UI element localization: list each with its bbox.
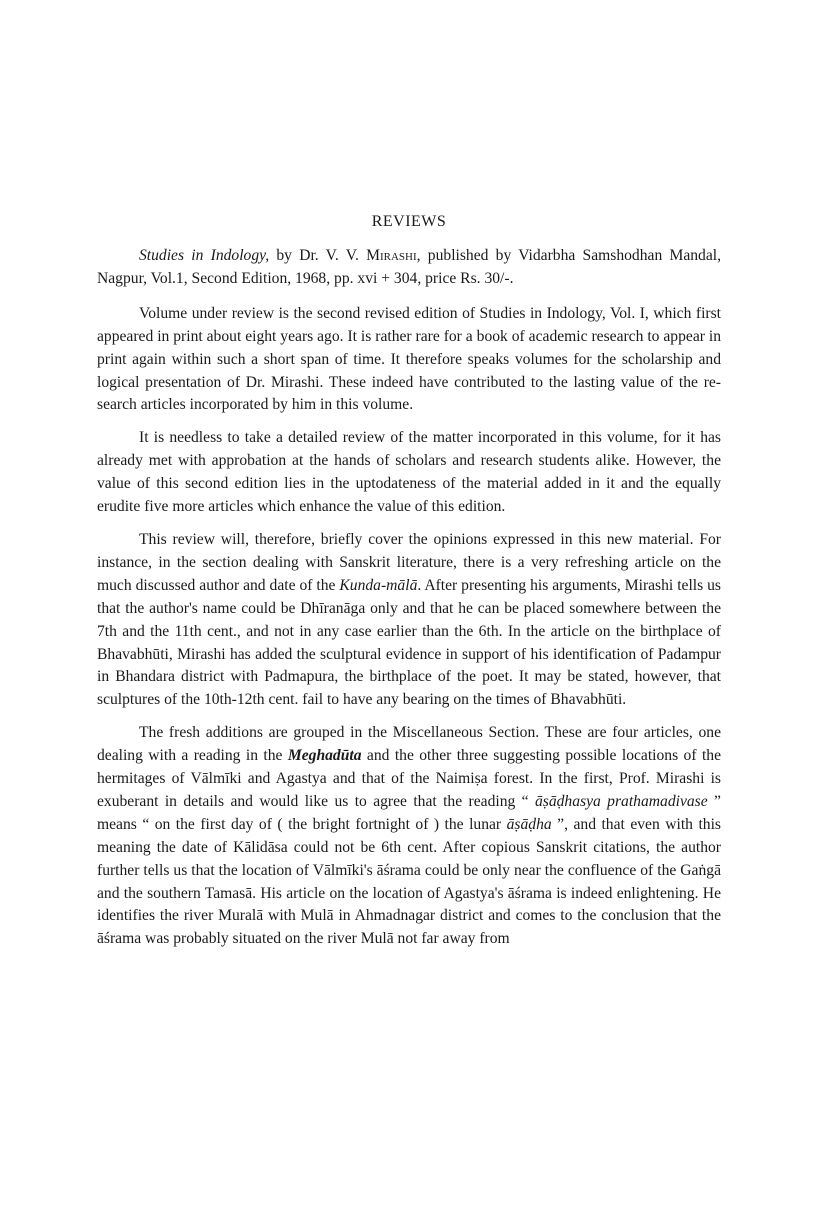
- paragraph-4-text-a: The fresh additions are grouped in the Miscellaneous Section. These are four articles, one dealing with a reading in the: [97, 724, 721, 765]
- paragraph-4: [97, 722, 721, 951]
- paragraph-3: [97, 529, 721, 712]
- paragraph-4-text-b: and the other three suggesting possible locations of the hermitages of Vālmīki and Agastya and that of the Naimiṣa forest. In the first, Prof. Mirashi is exuberant in details and would like us to agree that the reading “: [97, 747, 721, 810]
- citation-details: , published by Vidarbha Samshodhan Mandal, Nagpur, Vol.1, Second Edition, 1968, pp. xvi + 304, price Rs. 30/-.: [97, 247, 722, 287]
- paragraph-2: It is needless to take a detailed review of the matter incorporated in this volume, for it has already met with approbation at the hands of scholars and research students alike. However, the value of this second edition lies in the uptodateness of the material added in it and the equally erudite five more articles which enhance the value of this edition.: [97, 429, 721, 516]
- book-title: Studies in Indology,: [139, 247, 270, 264]
- sanskrit-reading: āṣāḍhasya prathamadivase: [534, 792, 708, 810]
- author-name: Mirashi: [366, 247, 417, 264]
- review-page: [97, 212, 721, 961]
- paragraph-1: Volume under review is the second revised edition of Studies in Indology, Vol. I, which first appeared in print about eight years ago. It is rather rare for a book of academic research to appear in print again within such a short span of time. It therefore speaks volumes for the scholarship and logical presentation of Dr. Mirashi. These indeed have contributed to the lasting value of the re-search articles incorporated by him in this volume.: [97, 304, 721, 414]
- book-citation: [97, 245, 721, 291]
- paragraph-4-text-d: ”, and that even with this meaning the date of Kālidāsa could not be 6th cent. After copious Sanskrit citations, the author further tells us that the location of Vālmīki's āśrama could be only near the confluence of the Gaṅgā and the southern Tamasā. His article on the location of Agastya's āśrama is indeed enlightening. He identifies the river Muralā with Mulā in Ahmadnagar district and comes to the conclusion that the āśrama was probably situated on the river Mulā not far away from: [97, 815, 721, 948]
- kundamala-title: Kunda-mālā: [339, 576, 418, 594]
- section-heading: REVIEWS: [371, 213, 447, 230]
- citation-by: by Dr. V. V.: [269, 247, 367, 264]
- paragraph-4-text-c: ” means “ on the first day of ( the bright fortnight of ) the lunar: [97, 792, 721, 833]
- asadha-term: āṣāḍha: [506, 815, 552, 833]
- paragraph-3-text-a: This review will, therefore, briefly cover the opinions expressed in this new material. For instance, in the section dealing with Sanskrit literature, there is a very refreshing article on the much discussed author and date of the: [97, 530, 721, 594]
- meghaduta-title: Meghadūta: [287, 747, 362, 765]
- paragraph-3-text-b: . After presenting his arguments, Mirashi tells us that the author's name could be Dhīranāga only and that he can be placed somewhere between the 7th and the 11th cent., and not in any case earlier than the 6th. In the article on the birthplace of Bhavabhūti, Mirashi has added the sculptural evidence in support of his identification of Padampur in Bhandara district with Padmapura, the birthplace of the poet. It may be stated, however, that sculptures of the 10th-12th cent. fail to have any bearing on the times of Bhavabhūti.: [97, 576, 721, 709]
